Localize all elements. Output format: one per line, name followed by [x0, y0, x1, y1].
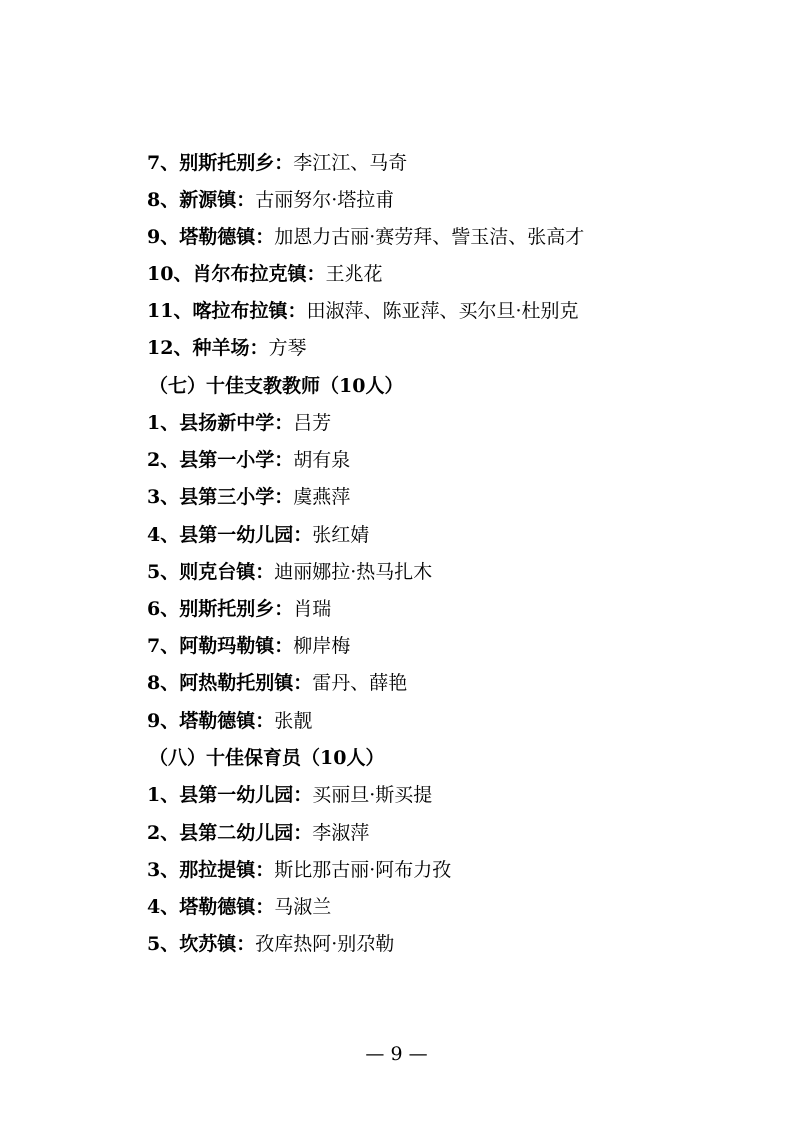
item-value: 迪丽娜拉·热马扎木 [274, 561, 433, 583]
list-item [147, 591, 331, 627]
item-value: 肖瑞 [293, 598, 332, 620]
list-item [147, 703, 312, 739]
item-label: 8、新源镇： [147, 189, 256, 211]
item-label: 7、别斯托别乡： [147, 152, 294, 174]
item-value: 胡有泉 [293, 449, 351, 471]
list-item [147, 442, 350, 478]
item-label: 2、县第一小学： [147, 449, 294, 471]
item-value: 方琴 [268, 337, 307, 359]
item-label: 12、种羊场： [147, 337, 269, 359]
list-item [147, 852, 451, 888]
item-label: 5、坎苏镇： [147, 933, 256, 955]
item-label: 9、塔勒德镇： [147, 710, 275, 732]
item-label: 10、肖尔布拉克镇： [147, 263, 326, 285]
list-item [147, 815, 369, 851]
list-item [147, 628, 350, 664]
item-value: 虞燕萍 [293, 486, 351, 508]
item-label: 3、那拉提镇： [147, 859, 275, 881]
list-item [147, 665, 407, 701]
list-item [147, 219, 584, 255]
item-value: 马淑兰 [274, 896, 332, 918]
list-item [147, 330, 306, 366]
section-heading: （八）十佳保育员（10人） [149, 747, 385, 769]
item-value: 孜库热阿·别尕勒 [255, 933, 395, 955]
item-value: 雷丹、薛艳 [312, 672, 408, 694]
list-item [147, 145, 407, 181]
list-item [147, 293, 579, 329]
item-value: 古丽努尔·塔拉甫 [255, 189, 395, 211]
item-value: 李江江、马奇 [293, 152, 408, 174]
item-value: 田淑萍、陈亚萍、买尔旦·杜别克 [306, 300, 579, 322]
item-value: 买丽旦·斯买提 [312, 784, 433, 806]
item-value: 柳岸梅 [293, 635, 351, 657]
item-label: 8、阿热勒托别镇： [147, 672, 313, 694]
item-value: 吕芳 [293, 412, 332, 434]
item-label: 9、塔勒德镇： [147, 226, 275, 248]
list-item [147, 926, 394, 962]
list-item [147, 554, 432, 590]
item-label: 5、则克台镇： [147, 561, 275, 583]
item-value: 张靓 [274, 710, 313, 732]
item-value: 斯比那古丽·阿布力孜 [274, 859, 452, 881]
item-label: 3、县第三小学： [147, 486, 294, 508]
item-value: 张红婧 [312, 524, 370, 546]
list-item [147, 256, 382, 292]
item-label: 11、喀拉布拉镇： [147, 300, 307, 322]
item-label: 2、县第二幼儿园： [147, 822, 313, 844]
list-item [147, 889, 331, 925]
item-label: 6、别斯托别乡： [147, 598, 294, 620]
list-item [147, 517, 369, 553]
item-label: 1、县第一幼儿园： [147, 784, 313, 806]
item-value: 王兆花 [325, 263, 383, 285]
list-item [147, 479, 350, 515]
item-label: 4、县第一幼儿园： [147, 524, 313, 546]
item-value: 加恩力古丽·赛劳拜、訾玉洁、张高才 [274, 226, 585, 248]
item-label: 7、阿勒玛勒镇： [147, 635, 294, 657]
page-number: — 9 — [365, 1043, 428, 1065]
section-heading: （七）十佳支教教师（10人） [149, 375, 404, 397]
list-item [147, 777, 432, 813]
item-value: 李淑萍 [312, 822, 370, 844]
list-item [147, 405, 331, 441]
item-label: 1、县扬新中学： [147, 412, 294, 434]
list-item [147, 182, 394, 218]
item-label: 4、塔勒德镇： [147, 896, 275, 918]
